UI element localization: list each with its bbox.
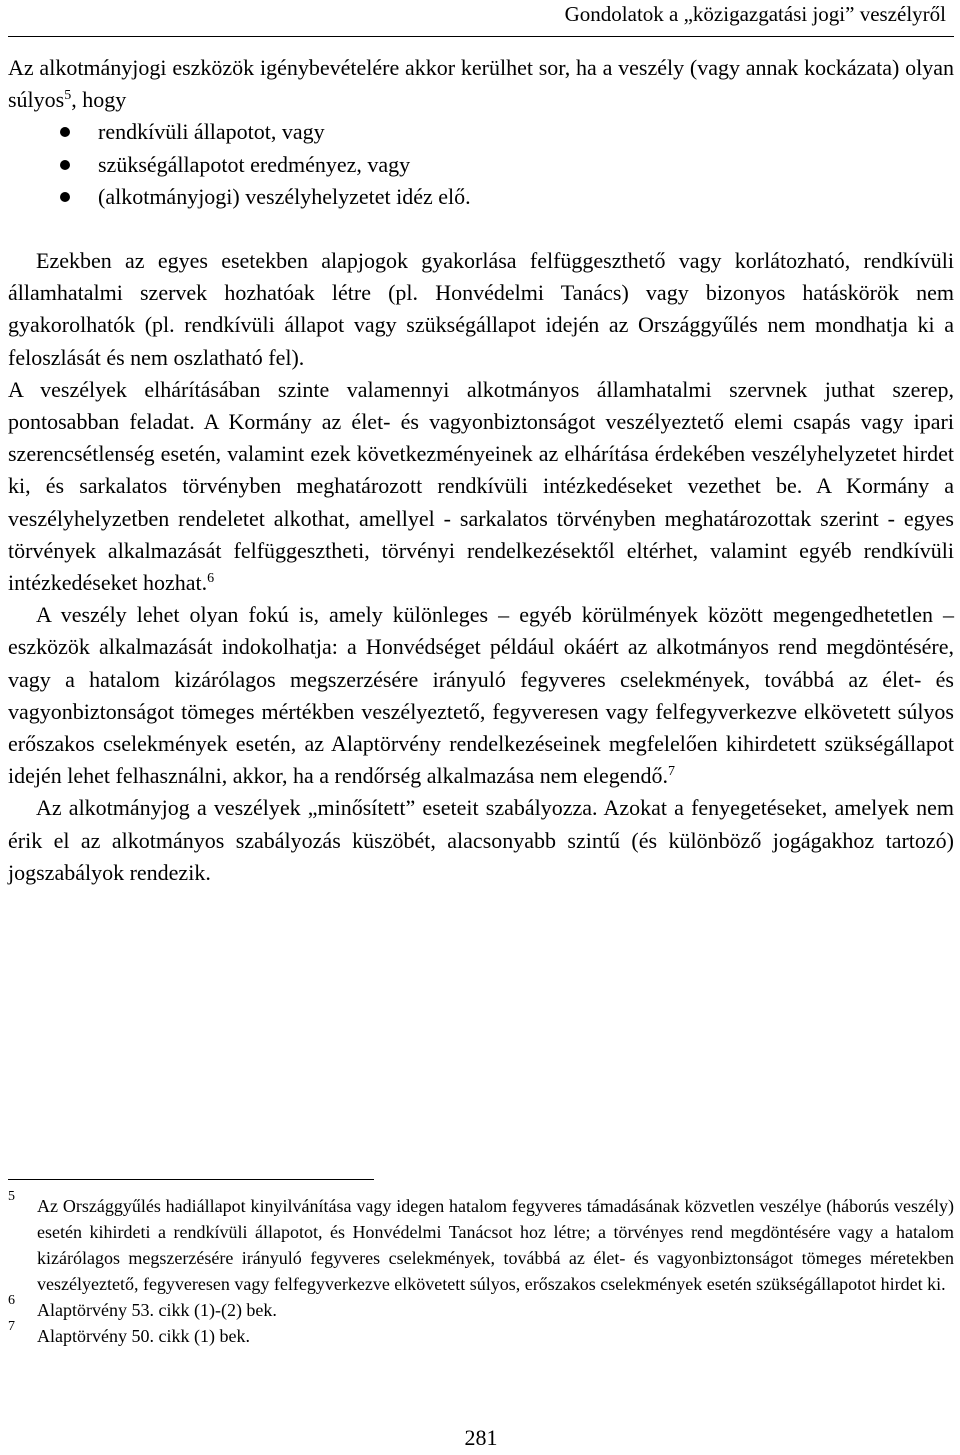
paragraph-2: [8, 374, 954, 599]
bullet-list: [8, 116, 954, 213]
footnote-7: [8, 1319, 954, 1349]
intro-text: Az alkotmányjogi eszközök igénybevételére akkor kerülhet sor, ha a veszély (vagy annak kockázata) olyan súlyos: [8, 55, 954, 113]
paragraph-2-text: A veszélyek elhárításában szinte valamennyi alkotmányos államhatalmi szervnek juthat szerep, pontosabban feladat. A Kormány az élet- és vagyonbiztonságot veszélyeztető elemi csapás vagy ipari szerencsétlenség esetén, valamint ezek következményeinek az elhárítása érdekében veszélyhelyzetet hirdet ki, és sarkalatos törvényben meghatározott rendkívüli intézkedéseket vezethet be. A Kormány a veszélyhelyzetben rendeletet alkothat, amellyel - sarkalatos törvényben meghatározottak szerint - egyes törvények alkalmazását felfüggesztheti, törvényi rendelkezésektől eltérhet, valamint egyéb rendkívüli intézkedéseket hozhat.: [8, 376, 954, 596]
bullet-item: (alkotmányjogi) veszélyhelyzetet idéz elő.: [8, 181, 954, 213]
header-rule: [8, 36, 954, 37]
footnote-number: 5: [8, 1189, 15, 1204]
paragraph-3: [8, 599, 954, 792]
footnote-number: 6: [8, 1293, 15, 1308]
paragraph-3-text: A veszély lehet olyan fokú is, amely különleges – egyéb körülmények között megengedhetetlen – eszközök alkalmazását indokolhatja: a Honvédséget például okáért az alkotmányos rend megdöntésére, vagy a hatalom kizárólagos megszerzésére irányuló fegyveres cselekmények, továbbá az élet- és vagyonbiztonságot tömeges mértékben veszélyeztető, fegyveresen vagy felfegyverkezve elkövetett súlyos erőszakos cselekmények esetén, az Alaptörvény rendelkezéseinek megfelelően kihirdetett szükségállapot idején lehet felhasználni, akkor, ha a rendőrség alkalmazása nem elegendő.: [8, 602, 954, 789]
document-page: [8, 0, 954, 1455]
footnote-text: Alaptörvény 50. cikk (1) bek.: [37, 1326, 250, 1346]
page-number: 281: [464, 1425, 498, 1450]
bullet-item: rendkívüli állapotot, vagy: [8, 116, 954, 148]
footnote-ref-6[interactable]: 6: [207, 571, 215, 587]
footnote-5: [8, 1189, 954, 1297]
footnote-ref-7[interactable]: 7: [668, 764, 676, 780]
footnote-text: Alaptörvény 53. cikk (1)-(2) bek.: [37, 1300, 277, 1320]
footnote-6: [8, 1293, 954, 1323]
paragraph-1: Ezekben az egyes esetekben alapjogok gyakorlása felfüggeszthető vagy korlátozható, rendkívüli államhatalmi szervek hozhatóak létre (pl. Honvédelmi Tanács) vagy bizonyos hatáskörök nem gyakorolhatók (pl. rendkívüli állapot vagy szükségállapot idején az Országgyűlés nem mondhatja ki a feloszlását és nem oszlatható fel).: [8, 248, 954, 370]
intro-text-end: , hogy: [71, 87, 127, 113]
footnotes: [8, 1189, 954, 1349]
footnote-text: Az Országgyűlés hadiállapot kinyilvánítása vagy idegen hatalom fegyveres támadásának közvetlen veszélye (háborús veszély) esetén kihirdeti a rendkívüli állapotot, és Honvédelmi Tanácsot hoz létre; a törvényes rend megdöntésére vagy a hatalom kizárólagos megszerzésére irányuló fegyveres cselekmények, továbbá az élet- és vagyonbiztonságot tömeges méretekben veszélyeztető, fegyveresen vagy felfegyverkezve elkövetett súlyos, erőszakos cselekmények esetén szükségállapotot hirdet ki.: [37, 1196, 954, 1294]
footnote-number: 7: [8, 1319, 15, 1334]
body-text: [8, 52, 954, 889]
running-header: Gondolatok a „közigazgatási jogi” veszélyről: [564, 2, 946, 26]
footnote-ref-5[interactable]: 5: [64, 88, 72, 104]
paragraph-4: Az alkotmányjog a veszélyek „minősített” eseteit szabályozza. Azokat a fenyegetéseket, amelyek nem érik el az alkotmányos szabályozás küszöbét, alacsonyabb szintű (és különböző jogágakhoz tartozó) jogszabályok rendezik.: [8, 795, 954, 885]
intro-paragraph: [8, 52, 954, 116]
bullet-item: szükségállapotot eredményez, vagy: [8, 149, 954, 181]
footnote-rule: [8, 1179, 374, 1180]
